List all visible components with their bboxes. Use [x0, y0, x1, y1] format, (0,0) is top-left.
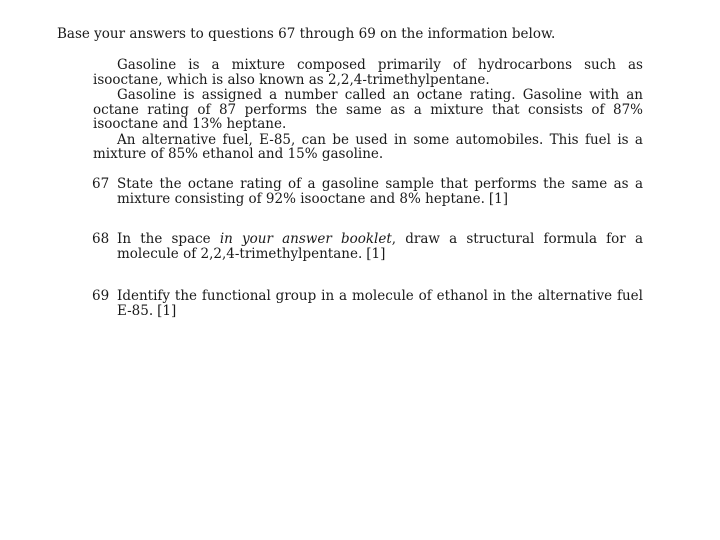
question-text	[117, 289, 643, 319]
question-body-end: , draw a structural formula for a molecule of 2,2,4-trimethylpentane.	[117, 231, 643, 262]
question-69	[92, 289, 643, 319]
question-67	[92, 177, 643, 207]
credit-value: [1]	[366, 246, 386, 262]
instructions-line: Base your answers to questions 67 through 69 on the information below.	[57, 26, 556, 42]
credit-value: [1]	[157, 303, 177, 319]
information-passage	[93, 58, 643, 163]
credit-value: [1]	[488, 191, 509, 207]
question-body: State the octane rating of a gasoline sample that performs the same as a mixture consisting of 92% isooctane and 8% heptane.	[117, 176, 643, 207]
passage-paragraph: An alternative fuel, E-85, can be used in some automobiles. This fuel is a mixture of 85% ethanol and 15% gasoline.	[93, 131, 643, 162]
passage-paragraph: Gasoline is a mixture composed primarily of hydrocarbons such as isooctane, which is also known as 2,2,4-trimethylpentane.	[93, 57, 643, 88]
question-number: 67	[92, 176, 110, 192]
question-68	[92, 232, 643, 262]
question-number: 68	[92, 231, 110, 247]
question-number: 69	[92, 288, 110, 304]
question-body-start: In the space	[117, 231, 220, 247]
passage-paragraph: Gasoline is assigned a number called an octane rating. Gasoline with an octane rating of 87 performs the same as a mixture that consists of 87% isooctane and 13% heptane.	[93, 87, 643, 132]
question-text	[117, 232, 643, 262]
question-text	[117, 177, 643, 207]
question-body: Identify the functional group in a molecule of ethanol in the alternative fuel E-85.	[117, 288, 643, 319]
question-body-emphasis: in your answer booklet	[219, 231, 392, 247]
